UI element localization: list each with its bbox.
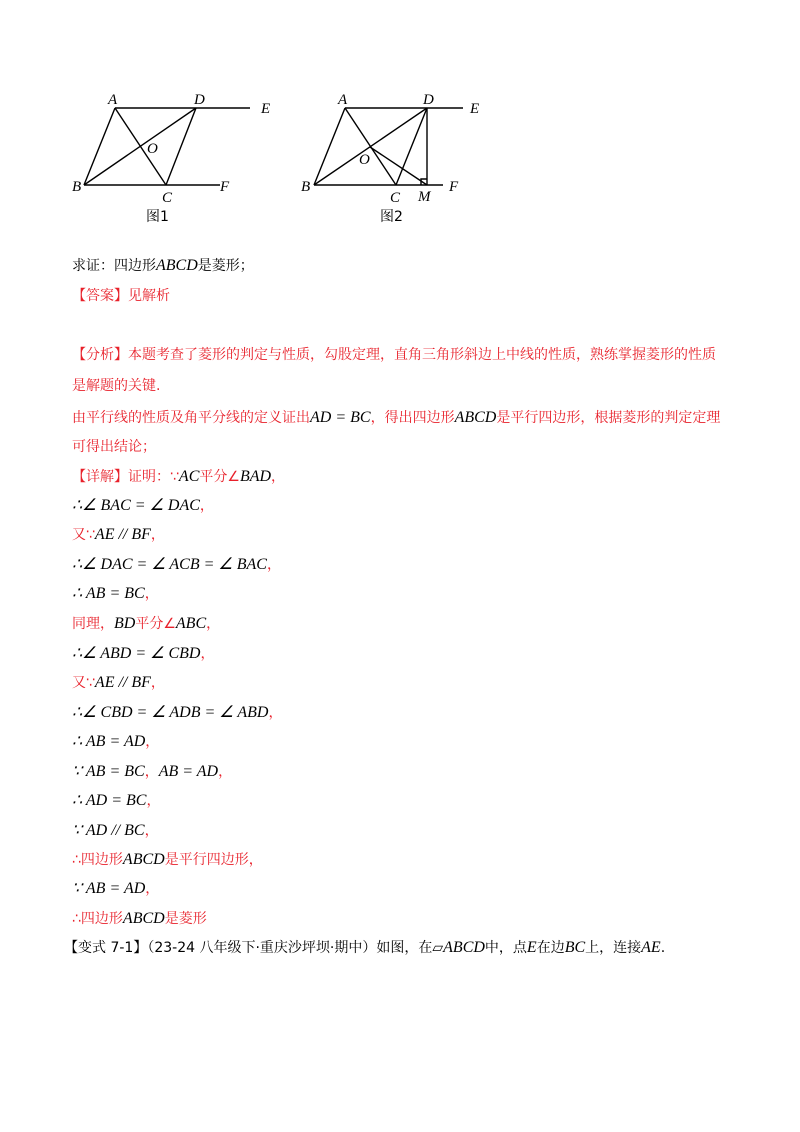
fig1-label-A: A	[108, 92, 118, 108]
fig1-label-D: D	[194, 92, 205, 108]
parallelogram-icon: ▱	[432, 940, 444, 956]
fig2-label-E: E	[470, 101, 480, 117]
proof-line-9: ∴∠ CBD = ∠ ADB = ∠ ABD，	[72, 704, 283, 721]
fig2-label-F: F	[449, 179, 459, 195]
fig2-label-B: B	[301, 179, 311, 195]
proof-line-2: ∴∠ BAC = ∠ DAC，	[72, 497, 214, 514]
proof-line-11: ∵ AB = BC，AB = AD，	[72, 763, 233, 780]
answer-line: 【答案】见解析	[72, 288, 170, 304]
geometry-figures	[60, 88, 520, 238]
proof-line-14: ∴四边形ABCD是平行四边形，	[72, 851, 263, 868]
proof-line-13: ∵ AD // BC，	[72, 822, 159, 839]
proof-line-3: 又∵AE // BF，	[72, 526, 165, 543]
fig2-label-A: A	[338, 92, 348, 108]
proof-line-1: 【详解】证明：∵AC平分∠BAD，	[72, 468, 286, 485]
fig2-label-O: O	[359, 152, 370, 168]
proof-line-12: ∴ AD = BC，	[72, 792, 161, 809]
variant-problem: 【变式 7-1】（23-24 八年级下·重庆沙坪坝·期中）如图，在▱ABCD中，点E在边BC上，连接AE.	[64, 939, 666, 956]
fig2-label-M: M	[418, 189, 431, 205]
figure1-lines	[84, 108, 250, 185]
proof-line-5: ∴ AB = BC，	[72, 585, 159, 602]
fig1-label-B: B	[72, 179, 82, 195]
proof-line-4: ∴∠ DAC = ∠ ACB = ∠ BAC，	[72, 556, 281, 573]
figure2-caption: 图2	[380, 209, 403, 225]
fig2-label-C: C	[390, 190, 401, 206]
segment-BD	[84, 108, 196, 185]
analysis-line-3: 由平行线的性质及角平分线的定义证出AD = BC，得出四边形ABCD是平行四边形，根据菱形的判定定理	[72, 409, 721, 426]
prove-statement: 求证：四边形ABCD是菱形；	[72, 257, 254, 274]
proof-line-8: 又∵AE // BF，	[72, 674, 165, 691]
fig2-label-D: D	[423, 92, 434, 108]
fig1-label-F: F	[220, 179, 230, 195]
fig1-label-O: O	[147, 141, 158, 157]
fig1-label-C: C	[162, 190, 173, 206]
proof-line-10: ∴ AB = AD，	[72, 733, 160, 750]
fig1-label-E: E	[261, 101, 271, 117]
figures	[60, 88, 520, 238]
analysis-line-2: 是解题的关键.	[72, 378, 161, 394]
analysis-line-4: 可得出结论；	[72, 439, 156, 455]
proof-line-16: ∴四边形ABCD是菱形	[72, 910, 207, 927]
figure2-lines	[314, 108, 463, 185]
analysis-line-1: 【分析】本题考查了菱形的判定与性质，勾股定理，直角三角形斜边上中线的性质，熟练掌握菱形的性质	[72, 347, 716, 363]
figure1-caption: 图1	[146, 209, 169, 225]
proof-line-6: 同理，BD平分∠ABC，	[72, 615, 221, 632]
segment-DC	[396, 108, 427, 185]
proof-line-15: ∵ AB = AD，	[72, 880, 160, 897]
segment-DC	[166, 108, 196, 185]
segment-AB	[314, 108, 345, 185]
proof-line-7: ∴∠ ABD = ∠ CBD，	[72, 645, 215, 662]
segment-AB	[84, 108, 115, 185]
